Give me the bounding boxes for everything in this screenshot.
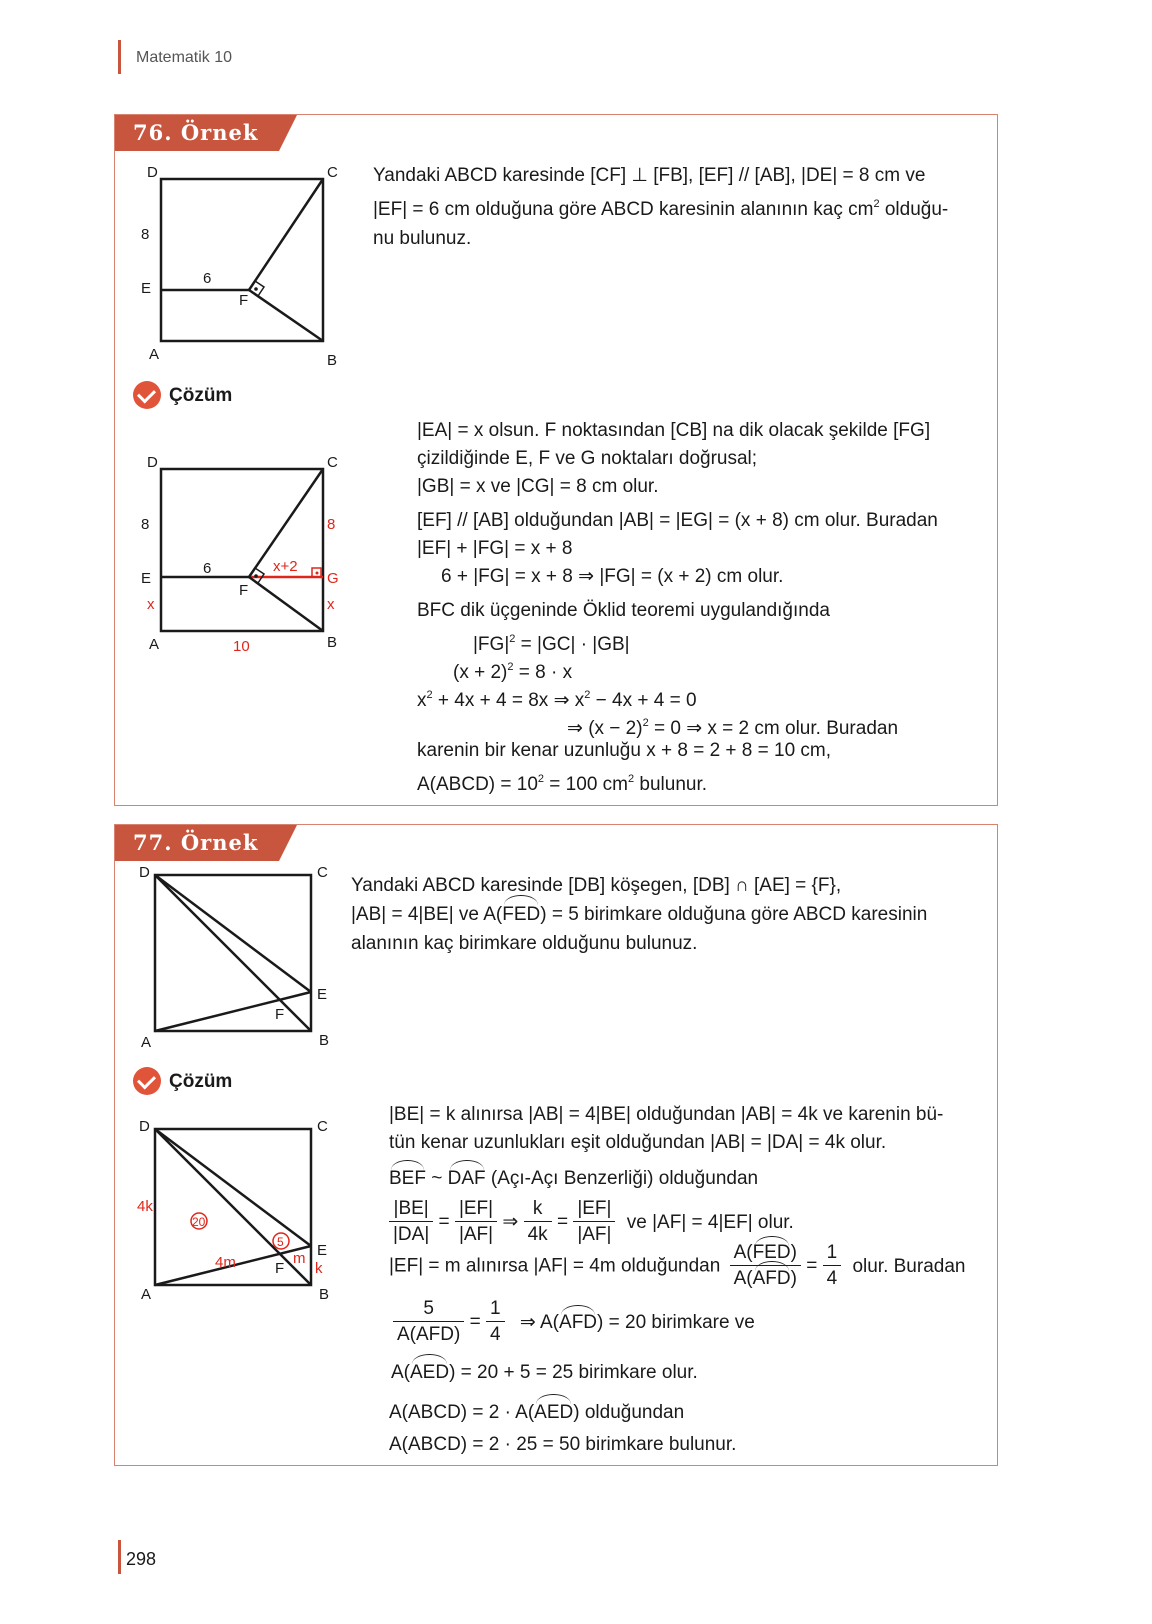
page-number: 298 <box>126 1549 157 1569</box>
solution-line: A(ABCD) = 2 · 25 = 50 birimkare bulunur. <box>389 1434 737 1455</box>
solution-line: 6 + |FG| = x + 8 ⇒ |FG| = (x + 2) cm olur. <box>441 566 784 587</box>
denominator: |AF| <box>458 1224 494 1245</box>
label-area-5: 5 <box>277 1235 284 1249</box>
numerator: |EF| <box>573 1197 615 1222</box>
label-d: D <box>139 1118 150 1135</box>
solution-line: |EA| = x olsun. F noktasından [CB] na dik olacak şekilde [FG] <box>417 420 931 441</box>
label-area-20: 20 <box>192 1215 206 1229</box>
superscript: 2 <box>873 198 880 210</box>
label-b: B <box>327 352 338 369</box>
label-cg: 8 <box>327 516 336 533</box>
text-part: ~ <box>425 1168 448 1189</box>
example-77-tag-label: 77. Örnek <box>133 830 259 855</box>
text-part: ve |AF| = 4|EF| olur. <box>626 1211 794 1233</box>
triangle-arc: DAF <box>448 1165 486 1193</box>
solution-line: BFC dik üçgeninde Öklid teoremi uygulandığında <box>417 600 830 621</box>
label-c: C <box>317 865 328 881</box>
superscript: 2 <box>426 689 433 701</box>
similarity-line <box>389 1165 758 1193</box>
denominator <box>730 1266 801 1292</box>
example-77-tag <box>115 825 279 861</box>
text-part: (Açı-Açı Benzerliği) olduğundan <box>485 1168 759 1189</box>
numerator: |BE| <box>389 1197 433 1222</box>
numerator: 1 <box>486 1297 505 1322</box>
solution-line: |EF| + |FG| = x + 8 <box>417 538 573 559</box>
superscript: 2 <box>509 633 516 645</box>
label-da: 4k <box>137 1198 153 1215</box>
label-e: E <box>141 570 152 587</box>
text-part: + 4x + 4 = 8x ⇒ x <box>432 690 585 711</box>
denominator: |AF| <box>577 1224 612 1245</box>
label-f: F <box>239 292 249 309</box>
label-a: A <box>149 346 160 363</box>
example-76-tag <box>115 115 279 151</box>
label-b: B <box>319 1286 330 1303</box>
example-76-figure <box>135 159 355 379</box>
triangle-arc: BEF <box>389 1165 426 1193</box>
superscript: 2 <box>584 689 591 701</box>
book-title: Matematik 10 <box>136 49 233 66</box>
example-77-solution-figure <box>129 1115 349 1305</box>
text-part: ) = 20 birimkare ve <box>597 1311 755 1333</box>
label-a: A <box>141 1034 152 1051</box>
text-part: = |GC| · |GB| <box>515 634 630 655</box>
triangle-arc: FED <box>752 1242 791 1263</box>
denominator: 4k <box>527 1224 548 1245</box>
header-accent-bar <box>118 40 121 74</box>
operator: = <box>806 1255 818 1277</box>
example-76-box <box>114 114 998 806</box>
text-part: = 100 cm <box>544 774 628 795</box>
text-part: − 4x + 4 = 0 <box>590 690 697 711</box>
label-f: F <box>275 1260 285 1277</box>
area-ratio-line <box>389 1241 965 1292</box>
superscript: 2 <box>642 717 649 729</box>
numerator: |EF| <box>455 1197 497 1222</box>
text-part <box>520 1312 755 1333</box>
triangle-arc: AED <box>410 1359 449 1387</box>
superscript: 2 <box>537 773 545 785</box>
label-e: E <box>141 280 152 297</box>
label-de: 8 <box>141 226 150 243</box>
text-part: ) = 20 + 5 = 25 birimkare olur. <box>449 1362 698 1383</box>
superscript: 2 <box>628 773 635 785</box>
label-d: D <box>139 865 150 881</box>
label-b: B <box>327 634 338 651</box>
solution-line <box>417 765 707 799</box>
triangle-arc: AFD <box>559 1310 597 1336</box>
operator: ⇒ <box>502 1211 519 1233</box>
example-77-question <box>351 871 983 958</box>
solution-label: Çözüm <box>169 1071 233 1092</box>
solution-line: |BE| = k alınırsa |AB| = 4|BE| olduğundan |AB| = 4k ve karenin bü- <box>389 1104 944 1125</box>
solution-line: çizildiğinde E, F ve G noktaları doğrusal; <box>417 448 758 469</box>
text-part: A(ABCD) = 10 <box>417 774 538 795</box>
label-c: C <box>327 164 338 181</box>
label-d: D <box>147 164 158 181</box>
label-a: A <box>149 636 160 653</box>
superscript: 2 <box>507 661 514 673</box>
solution-line: karenin bir kenar uzunluğu x + 8 = 2 + 8 = 10 cm, <box>417 740 832 761</box>
area-result-line <box>393 1297 755 1348</box>
solution-line <box>391 1359 698 1387</box>
operator: = <box>438 1211 450 1233</box>
label-c: C <box>327 454 338 471</box>
numerator: 1 <box>823 1241 842 1266</box>
label-c: C <box>317 1118 328 1135</box>
label-fg: x+2 <box>273 558 298 575</box>
question-line: Yandaki ABCD karesinde [CF] ⊥ [FB], [EF] // [AB], |DE| = 8 cm ve <box>373 165 926 186</box>
text-part: |EF| = 6 cm olduğuna göre ABCD karesinin alanının kaç cm <box>373 199 874 220</box>
check-icon <box>133 381 161 409</box>
tag-tail <box>279 825 297 861</box>
fraction <box>393 1297 464 1348</box>
solution-label: Çözüm <box>169 385 233 406</box>
text-part: A( <box>733 1268 753 1289</box>
text-part: |AB| = 4|BE| ve A( <box>351 904 503 925</box>
fraction <box>730 1241 801 1292</box>
denominator: A(AFD) <box>397 1324 461 1345</box>
text-part: olur. Buradan <box>852 1255 966 1277</box>
label-e: E <box>317 1242 328 1259</box>
text-part: ) <box>790 1242 797 1263</box>
text-part: ) = 5 birimkare olduğuna göre ABCD karesinin <box>540 904 928 925</box>
text-part: = 8 · x <box>513 662 573 683</box>
label-gb: x <box>327 596 335 613</box>
denominator: |DA| <box>393 1224 430 1245</box>
label-fe: m <box>293 1250 306 1267</box>
question-line: nu bulunuz. <box>373 228 472 249</box>
label-g: G <box>327 570 339 587</box>
example-77-figure <box>129 865 339 1055</box>
text-part: A(ABCD) = 2 · A( <box>389 1402 535 1423</box>
triangle-arc: FED <box>502 900 540 929</box>
label-de: 8 <box>141 516 150 533</box>
text-part: ) <box>790 1268 797 1289</box>
operator: = <box>556 1211 569 1233</box>
solution-line <box>389 1399 684 1427</box>
text-part: |EF| = m alınırsa |AF| = 4m olduğundan <box>389 1255 721 1277</box>
numerator: k <box>524 1197 552 1222</box>
label-e: E <box>317 986 328 1003</box>
text-part: |FG| <box>473 634 510 655</box>
denominator: 4 <box>490 1324 501 1345</box>
footer-accent-bar <box>118 1540 121 1574</box>
text-part: = 0 ⇒ x = 2 cm olur. Buradan <box>648 718 899 739</box>
label-d: D <box>147 454 158 471</box>
triangle-arc: AED <box>534 1399 573 1427</box>
text-part: ) olduğundan <box>573 1402 685 1423</box>
text-part: x <box>417 690 427 711</box>
label-a: A <box>141 1286 152 1303</box>
label-eb: k <box>315 1260 323 1277</box>
example-76-tag-label: 76. Örnek <box>133 120 259 145</box>
denominator: 4 <box>826 1268 838 1289</box>
question-line <box>351 900 983 929</box>
label-f: F <box>275 1006 285 1023</box>
tag-tail <box>279 115 297 151</box>
question-line <box>373 190 981 224</box>
label-ef: 6 <box>203 560 212 577</box>
operator: = <box>469 1311 481 1333</box>
question-line: alanının kaç birimkare olduğunu bulunuz. <box>351 933 698 954</box>
label-af: 4m <box>215 1254 236 1271</box>
text-part: ⇒ (x − 2) <box>567 718 643 739</box>
triangle-arc: AFD <box>753 1266 791 1292</box>
fraction <box>823 1241 842 1292</box>
check-icon <box>133 1067 161 1095</box>
label-ef: 6 <box>203 270 212 287</box>
text-part: (x + 2) <box>453 662 508 683</box>
example-76-question <box>373 161 981 253</box>
text-part: A( <box>391 1362 410 1383</box>
solution-line: |GB| = x ve |CG| = 8 cm olur. <box>417 476 659 497</box>
example-77-box <box>114 824 998 1466</box>
numerator: 5 <box>393 1297 464 1322</box>
solution-line: [EF] // [AB] olduğundan |AB| = |EG| = (x + 8) cm olur. Buradan <box>417 510 938 531</box>
text-part: olduğu- <box>879 199 949 220</box>
fraction <box>486 1297 505 1348</box>
label-ab: 10 <box>233 638 250 655</box>
label-f: F <box>239 582 249 599</box>
text-part: bulunur. <box>634 774 708 795</box>
text-part: A( <box>733 1242 753 1263</box>
solution-line: tün kenar uzunlukları eşit olduğundan |AB| = |DA| = 4k olur. <box>389 1132 887 1153</box>
question-line: Yandaki ABCD karesinde [DB] köşegen, [DB] ∩ [AE] = {F}, <box>351 875 842 896</box>
text-part: ⇒ A( <box>519 1311 560 1333</box>
label-b: B <box>319 1032 330 1049</box>
label-ea: x <box>147 596 155 613</box>
example-76-solution-figure <box>135 449 375 659</box>
